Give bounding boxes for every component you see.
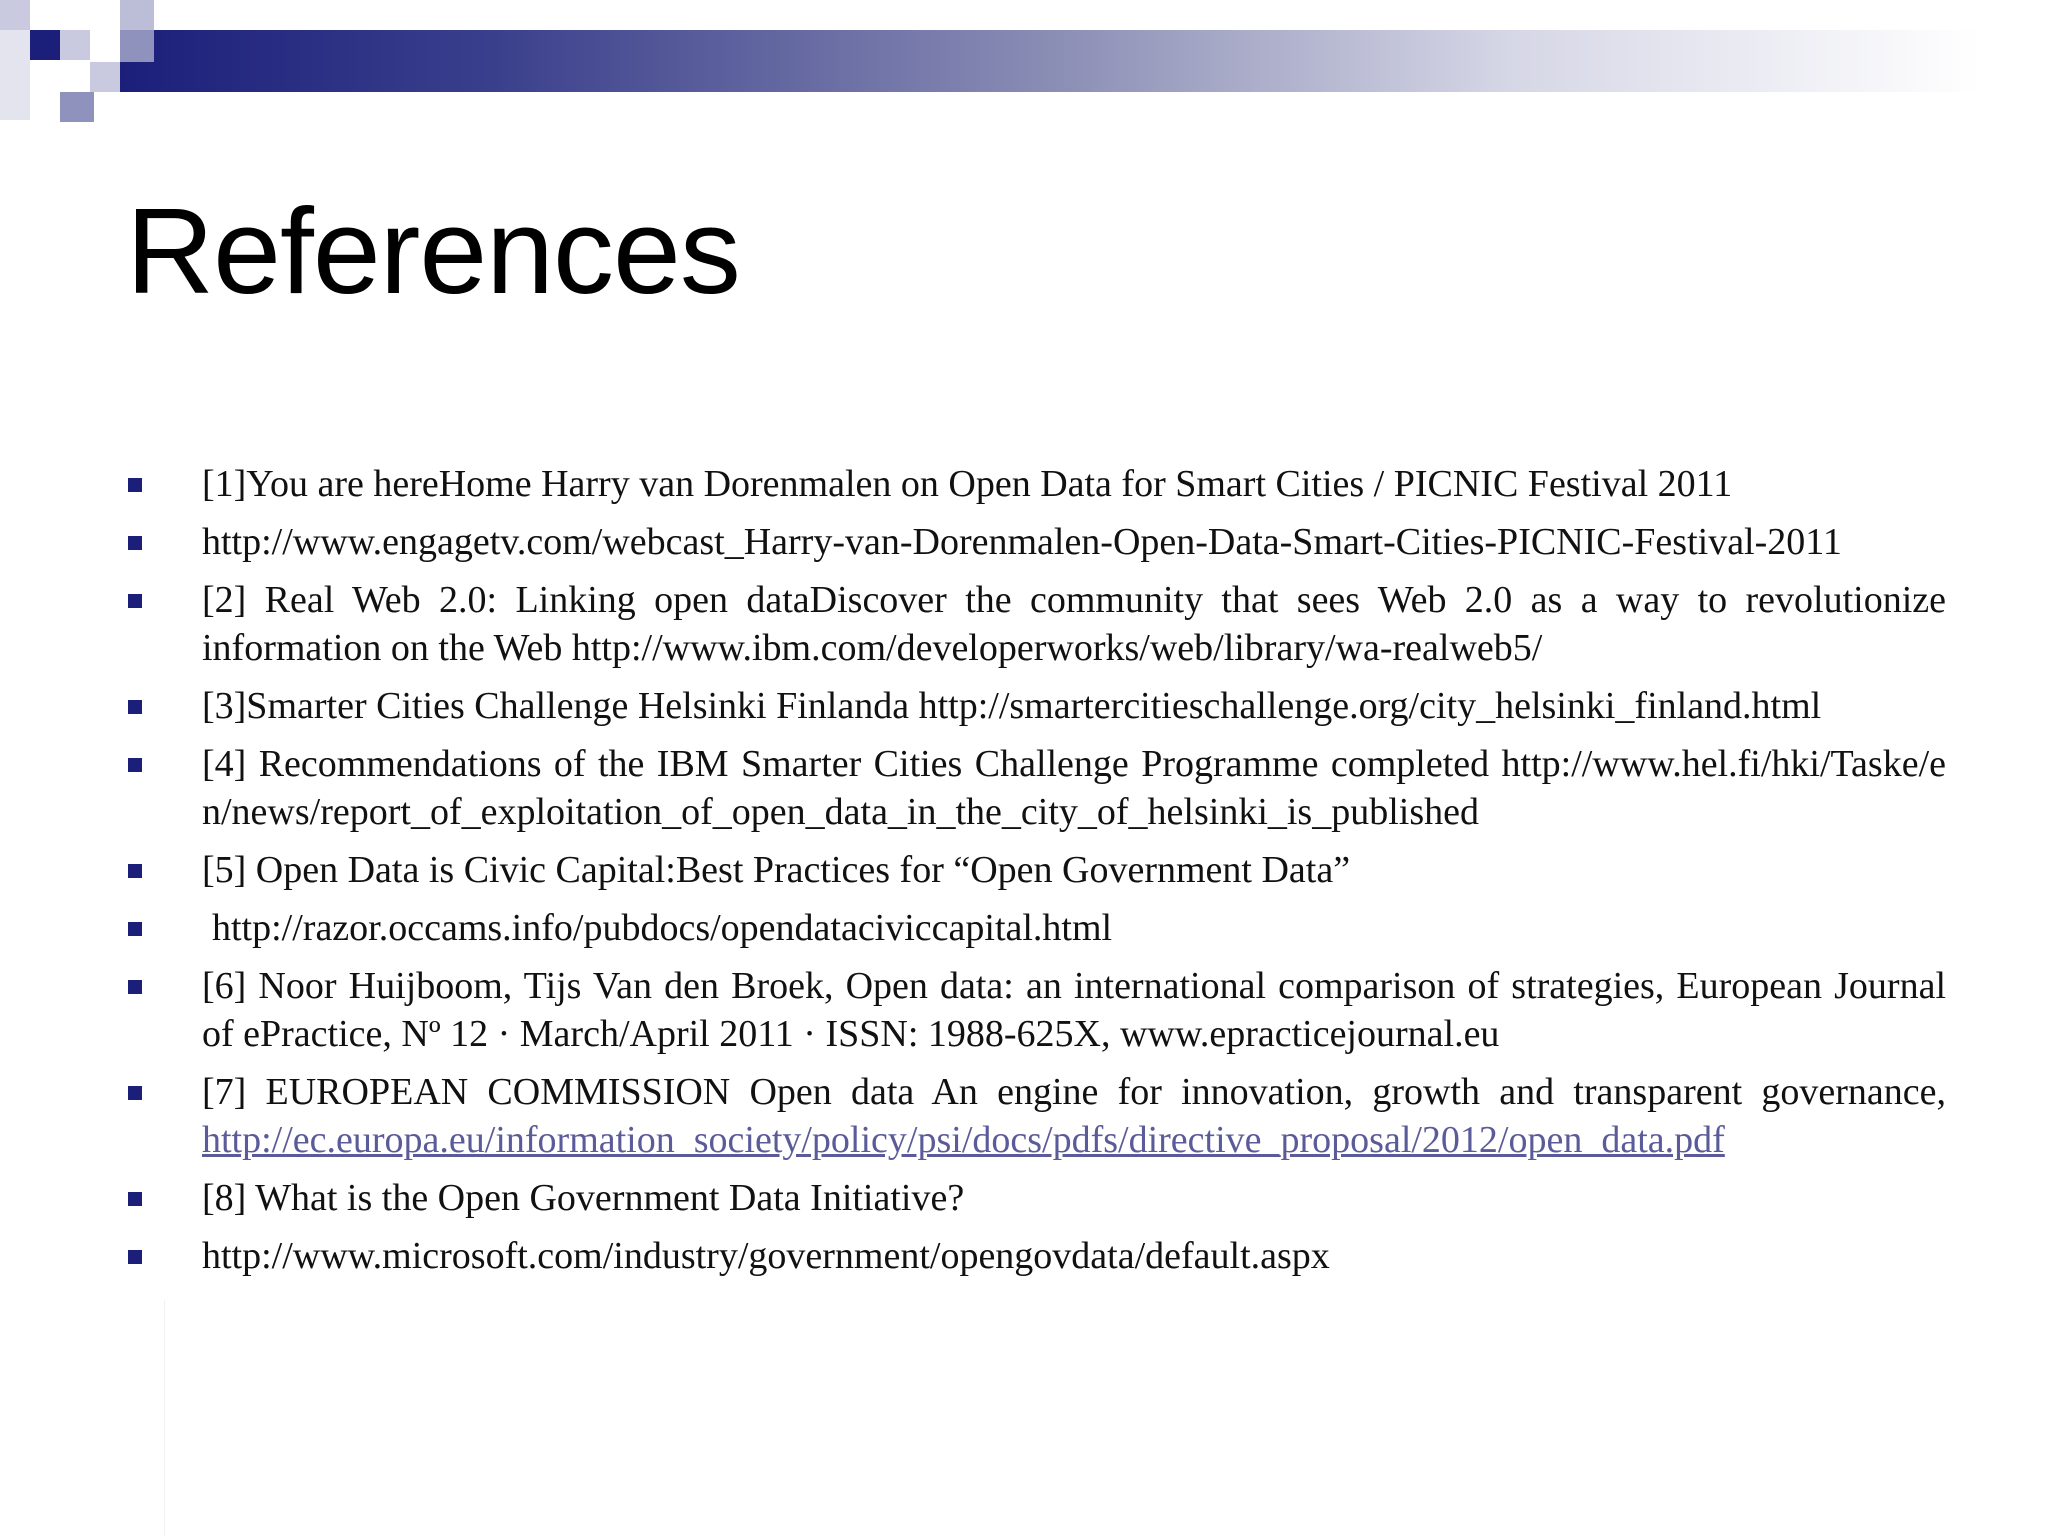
reference-item-5 [126, 740, 1946, 836]
deco-square [30, 30, 60, 60]
divider [164, 1300, 165, 1536]
bullet-square-icon [128, 536, 142, 550]
deco-square [0, 0, 30, 30]
reference-list [126, 460, 1946, 1290]
bullet-square-icon [128, 1192, 142, 1206]
reference-text: http://www.microsoft.com/industry/government/opengovdata/default.aspx [202, 1235, 1330, 1277]
deco-square [60, 30, 90, 60]
reference-text: [3]Smarter Cities Challenge Helsinki Finlanda http://smartercitieschallenge.org/city_helsinki_finland.html [202, 685, 1822, 727]
reference-text: [1]You are hereHome Harry van Dorenmalen on Open Data for Smart Cities / PICNIC Festival 2011 [202, 463, 1733, 505]
reference-item-3 [126, 576, 1946, 672]
reference-text: [5] Open Data is Civic Capital:Best Practices for “Open Government Data” [202, 849, 1351, 891]
header-gradient-bar [120, 30, 1980, 92]
bullet-square-icon [128, 758, 142, 772]
reference-item-8 [126, 962, 1946, 1058]
bullet-square-icon [128, 1250, 142, 1264]
bullet-square-icon [128, 980, 142, 994]
reference-text: [6] Noor Huijboom, Tijs Van den Broek, Open data: an international comparison of strategies, European Journal of ePractice, Nº 12 · March/April 2011 · ISSN: 1988-625X, www.epracticejournal.eu [202, 965, 1946, 1055]
reference-text: http://www.engagetv.com/webcast_Harry-van-Dorenmalen-Open-Data-Smart-Cities-PICNIC-Festival-2011 [202, 521, 1842, 563]
reference-link[interactable]: http://ec.europa.eu/information_society/policy/psi/docs/pdfs/directive_proposal/2012/open_data.pdf [202, 1119, 1725, 1161]
bullet-square-icon [128, 922, 142, 936]
bullet-square-icon [128, 478, 142, 492]
bullet-square-icon [128, 864, 142, 878]
reference-text: [7] EUROPEAN COMMISSION Open data An engine for innovation, growth and transparent governance, [202, 1071, 1946, 1113]
reference-text: [2] Real Web 2.0: Linking open dataDiscover the community that sees Web 2.0 as a way to revolutionize information on the Web http://www.ibm.com/developerworks/web/library/wa-realweb5/ [202, 579, 1946, 669]
deco-square [60, 92, 94, 122]
reference-item-2 [126, 518, 1946, 566]
deco-square [90, 62, 120, 92]
reference-item-1 [126, 460, 1946, 508]
bullet-square-icon [128, 700, 142, 714]
reference-text: [8] What is the Open Government Data Initiative? [202, 1177, 965, 1219]
reference-text: http://razor.occams.info/pubdocs/opendataciviccapital.html [212, 907, 1113, 949]
reference-item-9 [126, 1068, 1946, 1164]
reference-item-7 [126, 904, 1946, 952]
deco-square [120, 30, 154, 62]
deco-square [0, 30, 30, 120]
page-title: References [126, 183, 740, 319]
reference-item-10 [126, 1174, 1946, 1222]
header-decoration [0, 0, 2048, 130]
deco-square [120, 0, 154, 30]
reference-item-6 [126, 846, 1946, 894]
bullet-square-icon [128, 594, 142, 608]
reference-item-11 [126, 1232, 1946, 1280]
bullet-square-icon [128, 1086, 142, 1100]
reference-item-4 [126, 682, 1946, 730]
reference-text: [4] Recommendations of the IBM Smarter Cities Challenge Programme completed http://www.hel.fi/hki/Taske/en/news/report_of_exploitation_of_open_data_in_the_city_of_helsinki_is_published [202, 743, 1946, 833]
